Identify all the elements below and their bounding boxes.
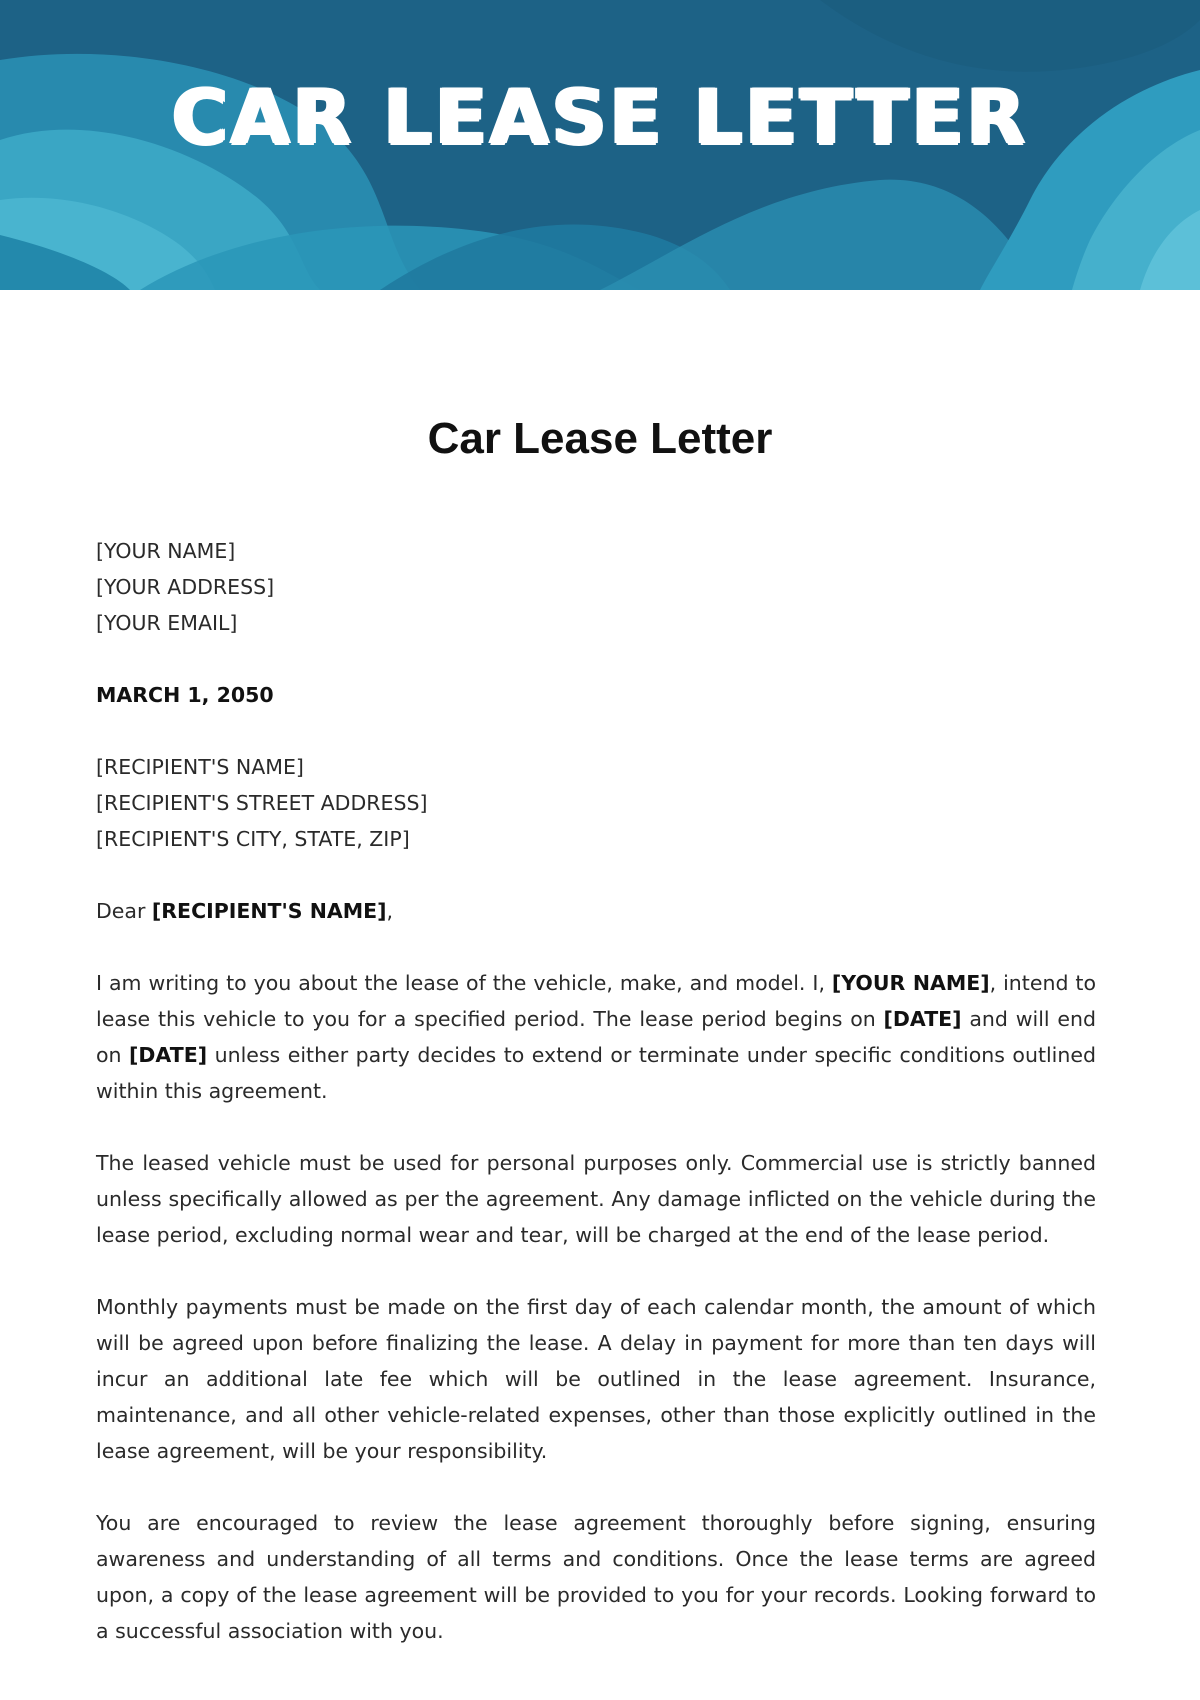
p1-text-e: and will end on — [96, 1007, 1096, 1067]
header-banner — [0, 0, 1200, 290]
p1-start-date: [DATE] — [883, 1007, 962, 1031]
recipient-block — [96, 749, 1096, 857]
sender-address: [YOUR ADDRESS] — [96, 575, 275, 599]
banner-title: CAR LEASE LETTER — [171, 72, 1029, 161]
paragraph-lease-terms — [96, 965, 1096, 1109]
paragraph-review: You are encouraged to review the lease agreement thoroughly before signing, ensuring awareness and understanding of all terms and conditions. Once the lease terms are agreed upon, a copy of the lease agreement will be provided to you for your records. Looking forward to a successful association with you. — [96, 1511, 1096, 1643]
date-block — [96, 677, 1096, 713]
recipient-name: [RECIPIENT'S NAME] — [96, 755, 304, 779]
recipient-city: [RECIPIENT'S CITY, STATE, ZIP] — [96, 827, 410, 851]
p1-text-a: I am writing to you about the lease of the vehicle, make, and model. I, — [96, 971, 832, 995]
sender-email: [YOUR EMAIL] — [96, 611, 238, 635]
document-title: Car Lease Letter — [427, 414, 773, 463]
sender-name: [YOUR NAME] — [96, 539, 236, 563]
p1-text-g: unless either party decides to extend or terminate under specific conditions outlined within this agreement. — [96, 1043, 1096, 1103]
paragraph-vehicle-use: The leased vehicle must be used for personal purposes only. Commercial use is strictly banned unless specifically allowed as per the agreement. Any damage inflicted on the vehicle during the lease period, excluding normal wear and tear, will be charged at the end of the lease period. — [96, 1151, 1096, 1247]
salutation-suffix: , — [386, 899, 394, 923]
p1-text-c: , intend to lease this vehicle to you for a specified period. The lease period begins on — [96, 971, 1096, 1031]
salutation-prefix: Dear — [96, 899, 152, 923]
salutation-name: [RECIPIENT'S NAME] — [151, 899, 387, 923]
paragraph-payments: Monthly payments must be made on the first day of each calendar month, the amount of which will be agreed upon before finalizing the lease. A delay in payment for more than ten days will incur an additional late fee which will be outlined in the lease agreement. Insurance, maintenance, and all other vehicle-related expenses, other than those explicitly outlined in the lease agreement, will be your responsibility. — [96, 1295, 1096, 1463]
salutation — [96, 893, 1096, 929]
letter-body — [96, 533, 1096, 1685]
p1-your-name: [YOUR NAME] — [831, 971, 990, 995]
letter-date: MARCH 1, 2050 — [96, 683, 274, 707]
p1-end-date: [DATE] — [129, 1043, 208, 1067]
sender-block — [96, 533, 1096, 641]
recipient-street: [RECIPIENT'S STREET ADDRESS] — [96, 791, 428, 815]
